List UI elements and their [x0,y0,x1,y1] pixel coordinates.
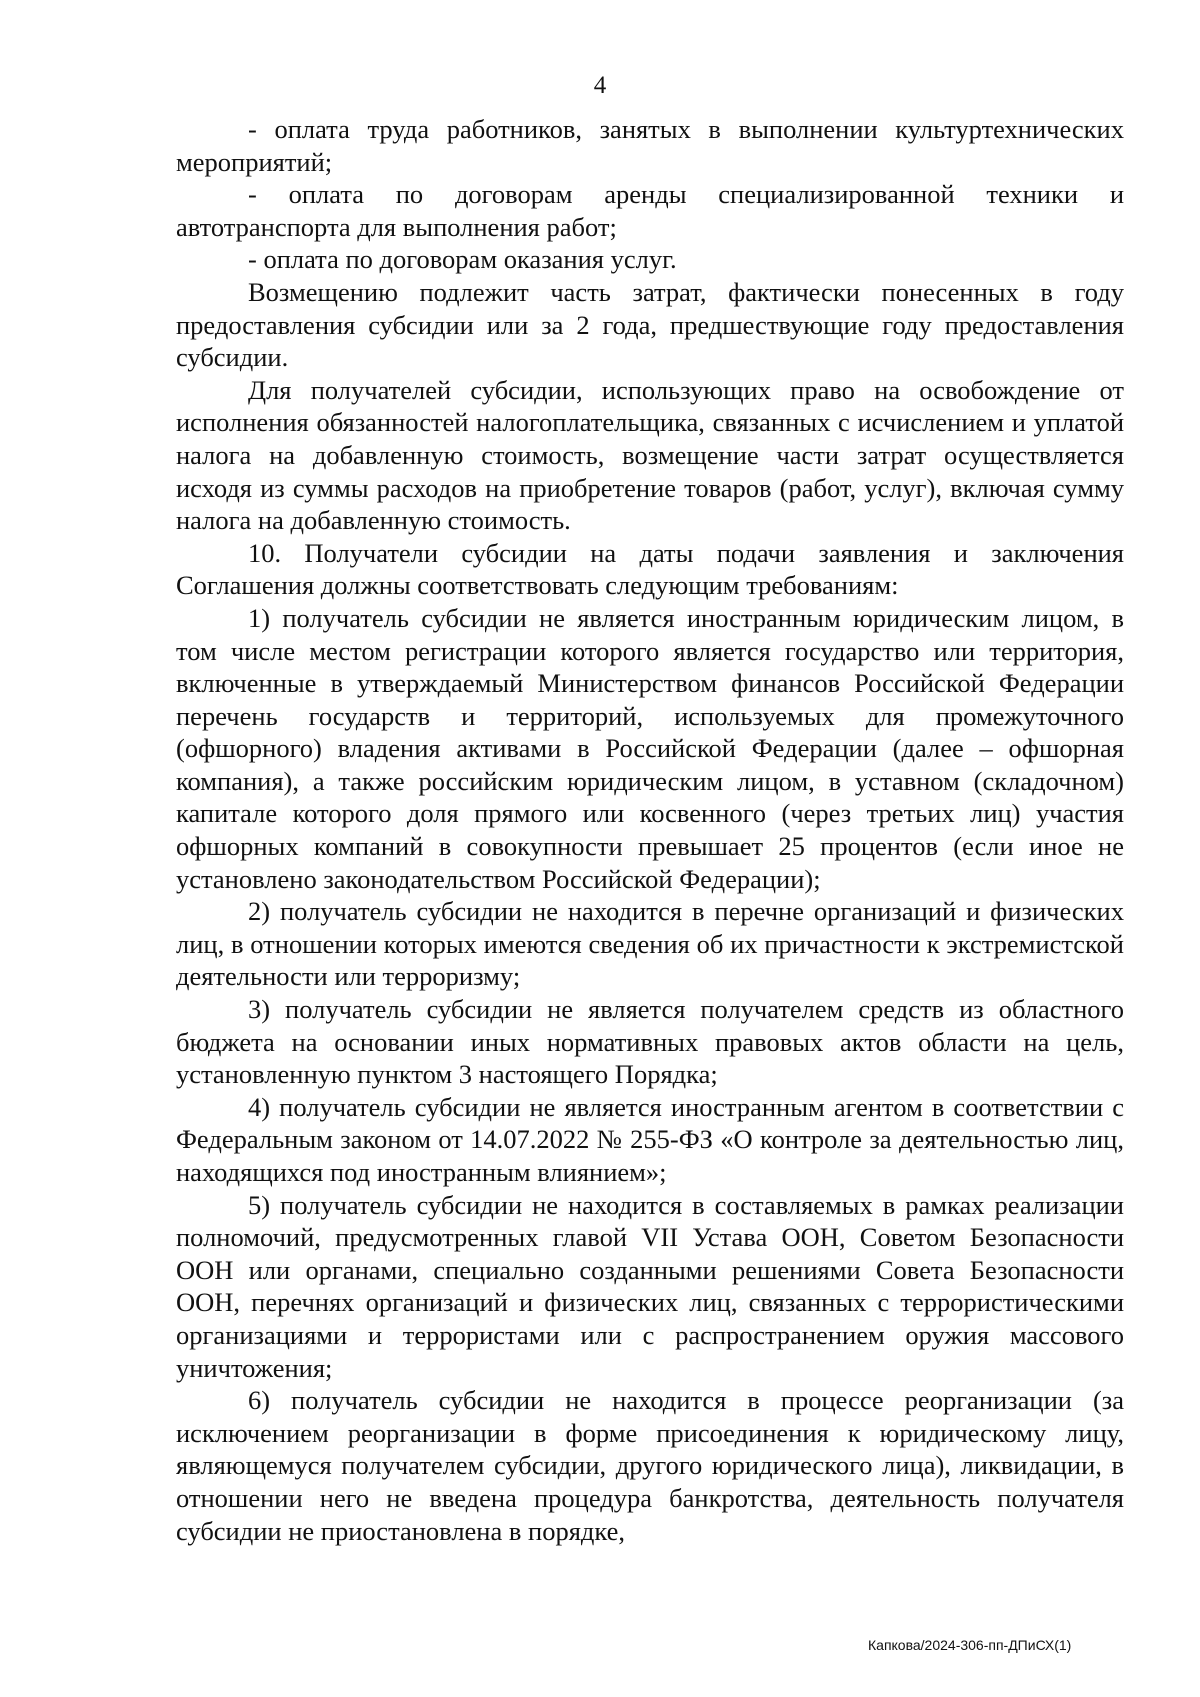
paragraph-requirement-2: 2) получатель субсидии не находится в перечне организаций и физических лиц, в отношении которых имеются сведения об их причастности к экстремистской деятельности или терроризму; [176,896,1124,992]
paragraph-item-10: 10. Получатели субсидии на даты подачи заявления и заключения Соглашения должны соответствовать следующим требованиям: [176,537,1124,601]
paragraph-requirement-4: 4) получатель субсидии не является иностранным агентом в соответствии с Федеральным законом от 14.07.2022 № 255-ФЗ «О контроле за деятельностью лиц, находящихся под иностранным влиянием»; [176,1091,1124,1187]
page-number: 4 [593,72,607,99]
paragraph-vat-exemption: Для получателей субсидии, использующих право на освобождение от исполнения обязанностей налогоплательщика, связанных с исчислением и уплатой налога на добавленную стоимость, возмещение части затрат осуществляется исходя из суммы расходов на приобретение товаров (работ, услуг), включая сумму налога на добавленную стоимость. [176,374,1124,536]
document-body [176,113,1124,1547]
paragraph-labor-payment: - оплата труда работников, занятых в выполнении культуртехнических мероприятий; [176,114,1124,177]
paragraph-requirement-6: 6) получатель субсидии не находится в процессе реорганизации (за исключением реорганизации в форме присоединения к юридическому лицу, являющемуся получателем субсидии, другого юридического лица), ликвидации, в отношении него не введена процедура банкротства, деятельность получателя субсидии не приостановлена в порядке, [176,1385,1124,1546]
paragraph-services-payment: - оплата по договорам оказания услуг. [248,244,677,275]
paragraph-equipment-rent: - оплата по договорам аренды специализированной техники и автотранспорта для выполнения работ; [176,179,1124,242]
paragraph-requirement-5: 5) получатель субсидии не находится в составляемых в рамках реализации полномочий, предусмотренных главой VII Устава ООН, Советом Безопасности ООН или органами, специально созданными решениями Совета Безопасности ООН, перечнях организаций и физических лиц, связанных с террористическими организациями и террористами или с распространением оружия массового уничтожения; [176,1189,1124,1383]
footer-document-code: Капкова/2024-306-пп-ДПиСХ(1) [868,1637,1072,1653]
paragraph-requirement-3: 3) получатель субсидии не является получателем средств из областного бюджета на основании иных нормативных правовых актов области на цель, установленную пунктом 3 настоящего Порядка; [176,994,1124,1090]
paragraph-requirement-1: 1) получатель субсидии не является иностранным юридическим лицом, в том числе местом регистрации которого является государство или территория, включенные в утверждаемый Министерством финансов Российской Федерации перечень государств и территорий, используемых для промежуточного (офшорного) владения активами в Российской Федерации (далее – офшорная компания), а также российским юридическим лицом, в уставном (складочном) капитале которого доля прямого или косвенного (через третьих лиц) участия офшорных компаний в совокупности превышает 25 процентов (если иное не установлено законодательством Российской Федерации); [176,602,1124,894]
paragraph-cost-reimbursement: Возмещению подлежит часть затрат, фактически понесенных в году предоставления субсидии или за 2 года, предшествующие году предоставления субсидии. [176,276,1124,373]
